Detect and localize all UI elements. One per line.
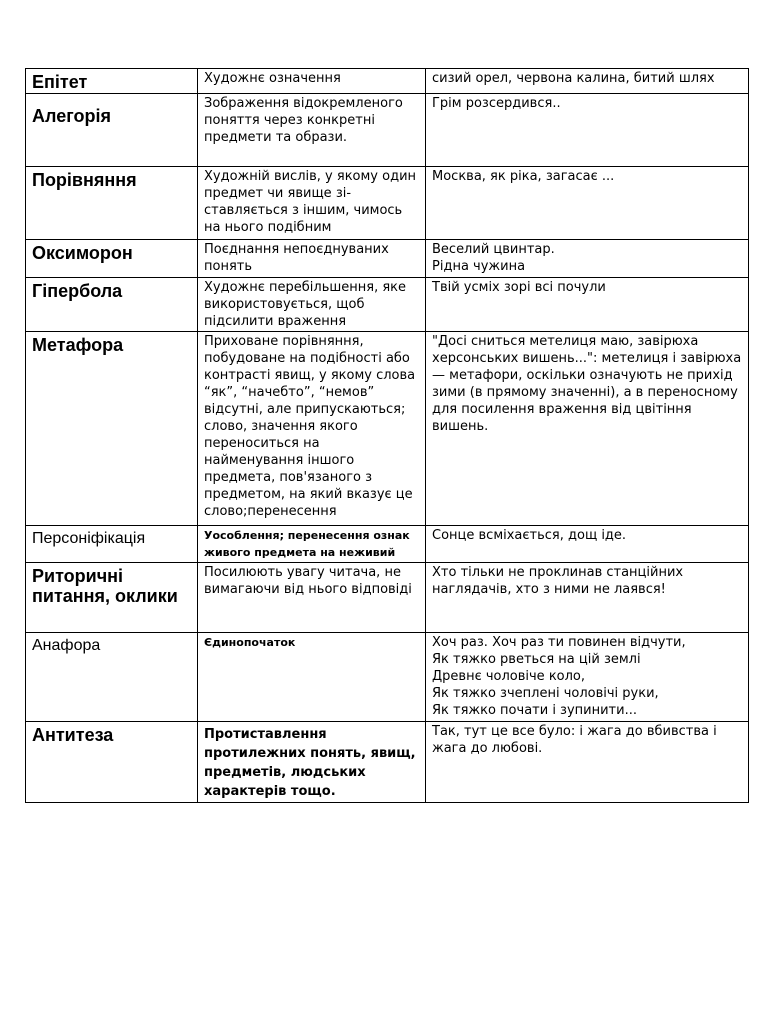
- table-row: [26, 633, 749, 722]
- table-row: [26, 240, 749, 278]
- table-row: [26, 563, 749, 633]
- table-row: [26, 69, 749, 94]
- term-cell: Антитеза: [26, 722, 198, 803]
- definition-cell: Протиставлення протилежних понять, явищ, предметів, людських характерів тощо.: [198, 722, 426, 803]
- term-cell: Порівняння: [26, 167, 198, 240]
- definition-cell: Єдинопочаток: [198, 633, 426, 722]
- example-cell: Сонце всміхається, дощ іде.: [426, 526, 749, 563]
- example-cell: Твій усміх зорі всі почули: [426, 278, 749, 332]
- term-cell: Анафора: [26, 633, 198, 722]
- term-cell: Алегорія: [26, 94, 198, 167]
- table-row: [26, 332, 749, 526]
- definition-cell: Художнє означення: [198, 69, 426, 94]
- example-cell: Москва, як ріка, загасає ...: [426, 167, 749, 240]
- table-row: [26, 526, 749, 563]
- literary-devices-table: [25, 68, 749, 803]
- example-cell: "Досі сниться метелиця маю, завірюха херсонських вишень...": метелиця і завірюха — метафори, оскільки означують не прихід зими (в прямому значенні), а в переносному для посилення враження від цвітіння вишень.: [426, 332, 749, 526]
- example-line: Рідна чужина: [432, 259, 526, 274]
- definition-cell: Художній вислів, у якому один предмет чи явище зі-ставляється з іншим, чимось на нього подібним: [198, 167, 426, 240]
- example-cell: Грім розсердився..: [426, 94, 749, 167]
- definition-cell: Приховане порівняння, побудоване на подібності або контрасті явищ, у якому слова “як”, “начебто”, “немов” відсутні, але припускаються; слово, значення якого переноситься на найменування іншого предмета, пов'язаного з предметом, на який вказує це слово;перенесення: [198, 332, 426, 526]
- term-cell: Метафора: [26, 332, 198, 526]
- term-cell: Риторичні питання, оклики: [26, 563, 198, 633]
- example-line: Як тяжко почати і зупинити...: [432, 703, 637, 718]
- example-line: Як тяжко рветься на цій землі: [432, 652, 641, 667]
- example-cell: сизий орел, червона калина, битий шлях: [426, 69, 749, 94]
- example-cell: Так, тут це все було: і жага до вбивства і жага до любові.: [426, 722, 749, 803]
- table-row: [26, 278, 749, 332]
- definition-cell: Поєднання непоєднуваних понять: [198, 240, 426, 278]
- term-cell: Гіпербола: [26, 278, 198, 332]
- table-row: [26, 94, 749, 167]
- table-row: [26, 167, 749, 240]
- example-line: Древнє чоловіче коло,: [432, 669, 586, 684]
- term-cell: Епітет: [26, 69, 198, 94]
- example-cell: Хто тільки не проклинав станційних наглядачів, хто з ними не лаявся!: [426, 563, 749, 633]
- example-cell: [426, 633, 749, 722]
- table-row: [26, 722, 749, 803]
- definition-cell: Посилюють увагу читача, не вимагаючи від нього відповіді: [198, 563, 426, 633]
- example-line: Веселий цвинтар.: [432, 242, 555, 257]
- term-cell: Персоніфікація: [26, 526, 198, 563]
- definition-cell: Художнє перебільшення, яке використовується, щоб підсилити враження: [198, 278, 426, 332]
- example-line: Хоч раз. Хоч раз ти повинен відчути,: [432, 635, 686, 650]
- definition-cell: Зображення відокремленого поняття через конкретні предмети та образи.: [198, 94, 426, 167]
- term-cell: Оксиморон: [26, 240, 198, 278]
- definition-cell: Уособлення; перенесення ознак живого предмета на неживий: [198, 526, 426, 563]
- example-line: Як тяжко зчеплені чоловічі руки,: [432, 686, 659, 701]
- example-cell: [426, 240, 749, 278]
